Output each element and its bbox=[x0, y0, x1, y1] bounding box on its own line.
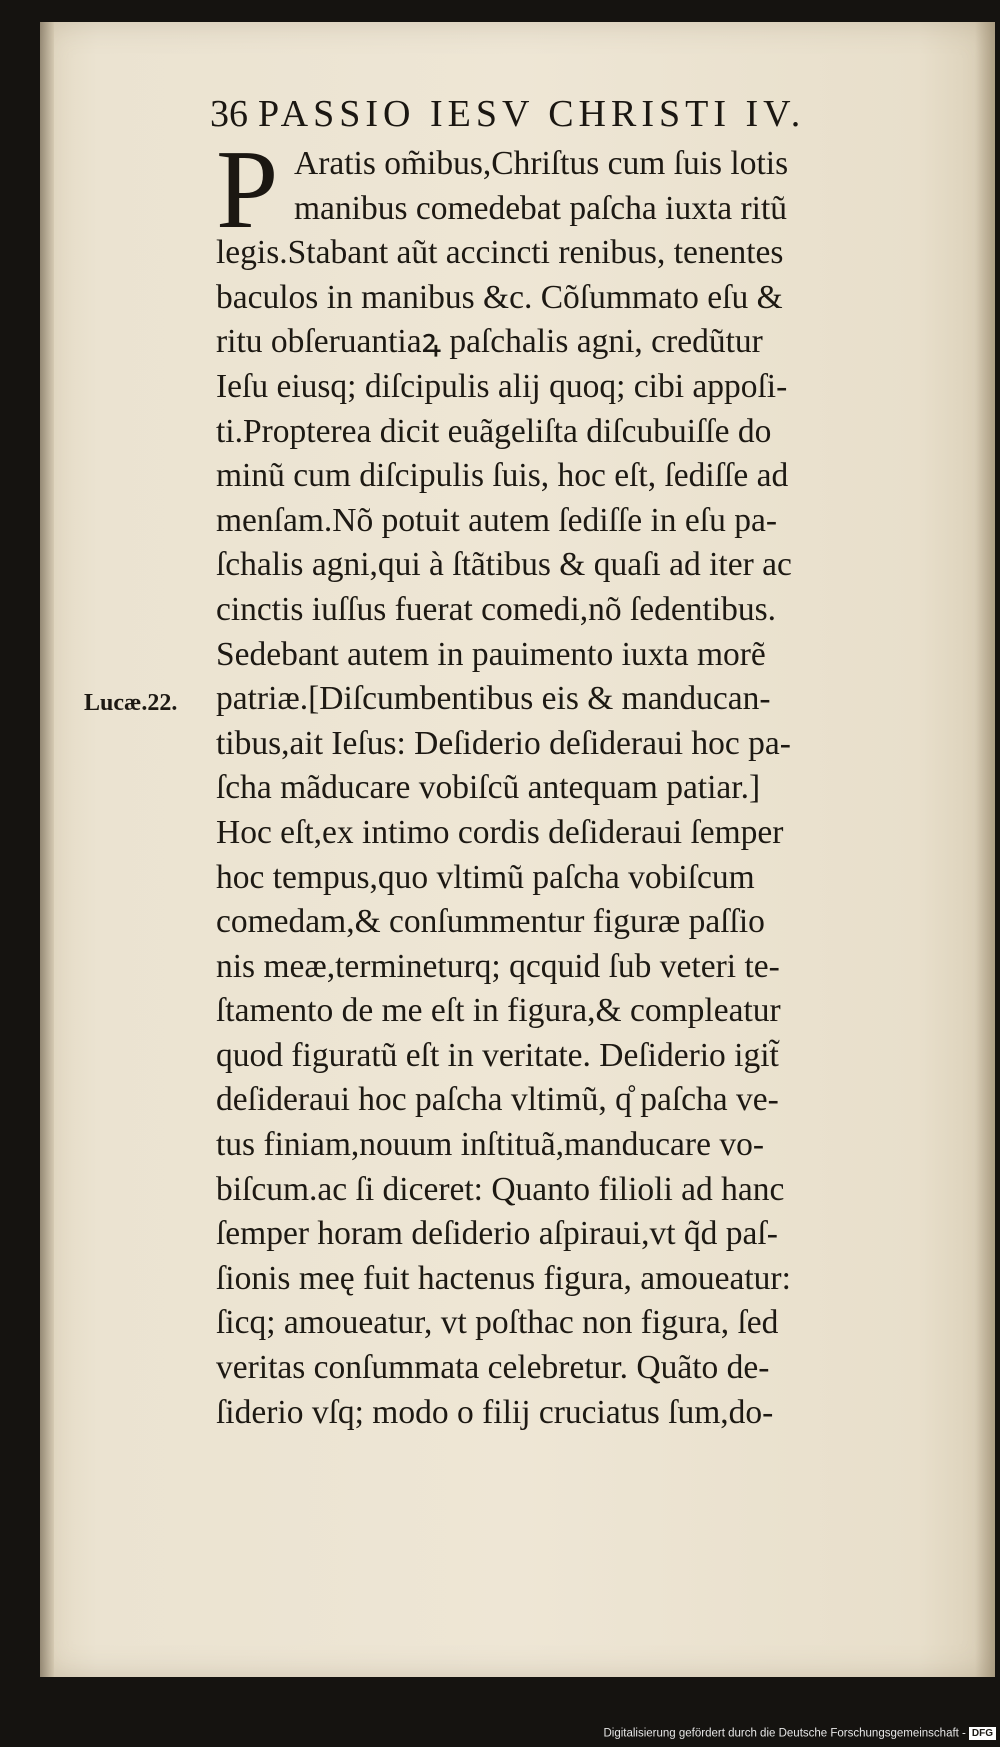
credit-text: Digitalisierung gefördert durch die Deutsche Forschungsgemeinschaft - bbox=[603, 1727, 966, 1740]
text-line: menſam.Nõ potuit autem ſediſſe in eſu pa- bbox=[216, 501, 777, 539]
text-line: ſchalis agni,qui à ſtãtibus & quaſi ad iter ac bbox=[216, 546, 792, 584]
text-line: ritu obſeruantiaꝝ paſchalis agni, credũtur bbox=[216, 323, 763, 361]
text-line: Ieſu eiusq; diſcipulis alij quoq; cibi appoſi- bbox=[216, 367, 788, 405]
text-line: tus finiam,nouum inſtituã,manducare vo- bbox=[216, 1126, 764, 1164]
text-line: ſtamento de me eſt in figura,& compleatur bbox=[216, 992, 781, 1030]
text-line: quod figuratũ eſt in veritate. Deſiderio igit̃ bbox=[216, 1036, 779, 1074]
text-line: ſemper horam deſiderio aſpiraui,vt q̃d paſ- bbox=[216, 1215, 778, 1253]
marginal-note: Lucæ.22. bbox=[84, 690, 178, 716]
page-gutter-shadow bbox=[40, 22, 54, 1677]
text-line: cinctis iuſſus fuerat comedi,nõ ſedentibus. bbox=[216, 590, 777, 628]
text-line: biſcum.ac ſi diceret: Quanto filioli ad hanc bbox=[216, 1170, 785, 1208]
text-line: legis.Stabant aũt accincti renibus, tenentes bbox=[216, 234, 784, 272]
text-line: deſideraui hoc paſcha vltimũ, q̊ paſcha ve- bbox=[216, 1081, 779, 1119]
text-line: ſicq; amoueatur, vt poſthac non figura, ſed bbox=[216, 1304, 779, 1342]
text-line: Hoc eſt,ex intimo cordis deſideraui ſemper bbox=[216, 813, 784, 851]
text-line: ti.Propterea dicit euãgeliſta diſcubuiſſe do bbox=[216, 412, 772, 450]
text-line: ſcha mãducare vobiſcũ antequam patiar.] bbox=[216, 769, 761, 807]
body-text bbox=[216, 128, 916, 1435]
page-header bbox=[210, 92, 910, 142]
text-line: patriæ.[Diſcumbentibus eis & manducan- bbox=[216, 680, 771, 718]
text-line: veritas conſummata celebretur. Quãto de- bbox=[216, 1349, 770, 1387]
text-line: nis meæ,termineturq; qcquid ſub veteri te- bbox=[216, 947, 780, 985]
text-line: comedam,& conſummentur figuræ paſſio bbox=[216, 903, 765, 941]
text-line: Sedebant autem in pauimento iuxta morẽ bbox=[216, 635, 766, 673]
drop-cap: P bbox=[216, 128, 279, 252]
text-line: tibus,ait Ieſus: Deſiderio deſideraui hoc pa- bbox=[216, 724, 791, 762]
page-number: 36 bbox=[210, 93, 248, 135]
page-edge-shadow bbox=[975, 22, 995, 1677]
running-title: PASSIO IESV CHRISTI IV. bbox=[258, 93, 806, 135]
text-line: minũ cum diſcipulis ſuis, hoc eſt, ſediſſe ad bbox=[216, 457, 789, 495]
text-line: ſionis meę fuit hactenus figura, amoueatur: bbox=[216, 1259, 791, 1297]
text-line: manibus comedebat paſcha iuxta ritũ bbox=[294, 189, 788, 227]
digitization-credit bbox=[560, 1727, 996, 1745]
text-line: Aratis om̃ibus,Chriſtus cum ſuis lotis bbox=[294, 145, 789, 182]
text-line: hoc tempus,quo vltimũ paſcha vobiſcum bbox=[216, 858, 755, 896]
text-line: ſiderio vſq; modo o filij cruciatus ſum,do- bbox=[216, 1393, 774, 1431]
text-line: baculos in manibus &c. Cõſummato eſu & bbox=[216, 278, 783, 316]
dfg-logo: DFG bbox=[969, 1727, 996, 1740]
